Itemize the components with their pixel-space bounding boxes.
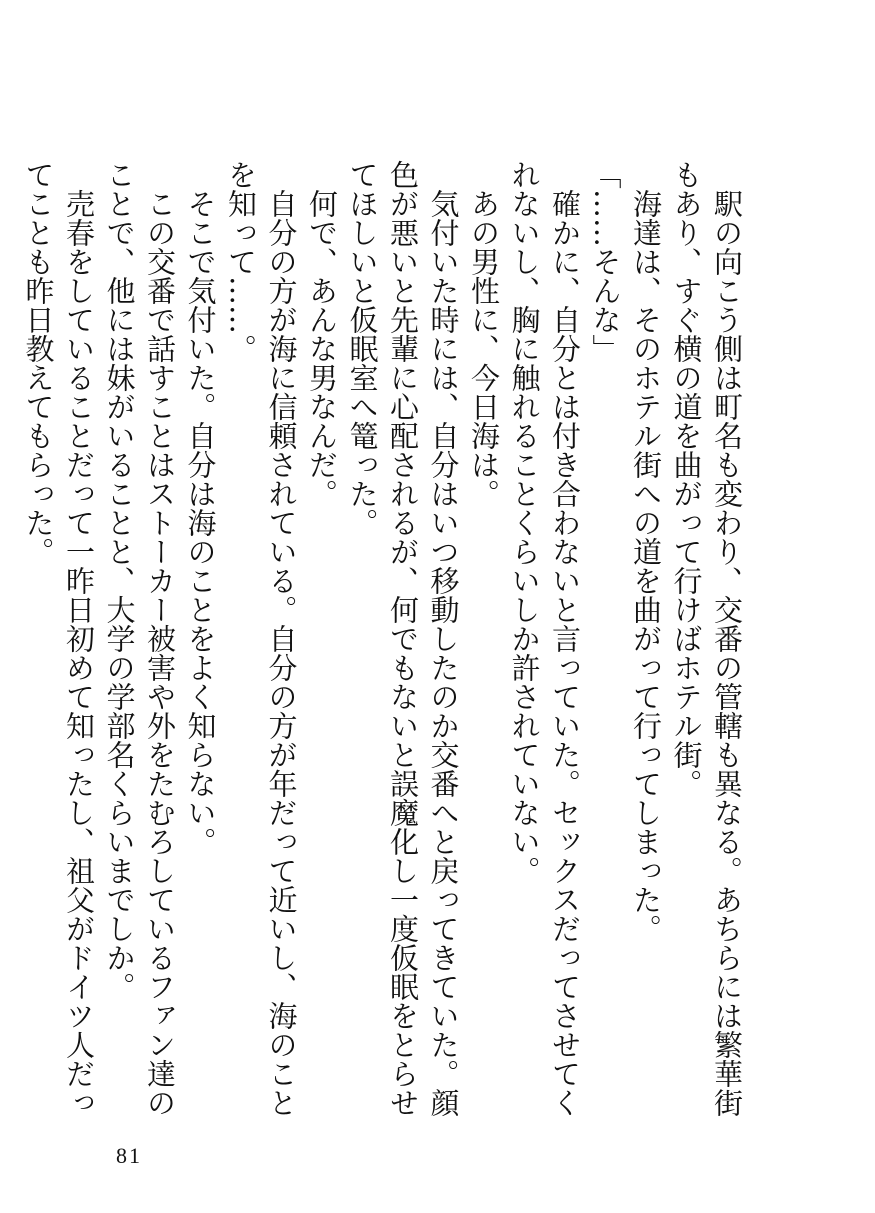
paragraph-9: そこで気付いた。自分は海のことをよく知らない。 [183,189,218,856]
paragraph-8: 自分の方が海に信頼されている。自分の方が年だって近いし、海のことを知って……。 [224,160,299,1117]
vertical-body-text [18,160,747,1120]
paragraph-7: 何で、あんな男なんだ。 [305,189,339,508]
paragraph-2: 海達は、そのホテル街への道を曲がって行ってしまった。 [629,189,663,943]
paragraph-1: 駅の向こう側は町名も変わり、交番の管轄も異なる。あちらには繁華街もあり、すぐ横の道を曲がって行けばホテル街。 [669,160,744,1117]
paragraph-10: この交番で話すことはストーカー被害や外をたむろしているファン達のことで、他には妹がいることと、大学の学部名くらいまでしか。 [102,160,177,1117]
dialogue-line: 「……そんな」 [588,160,623,363]
paragraph-6: 気付いた時には、自分はいつ移動したのか交番へと戻ってきていた。顔色が悪いと先輩に心配されるが、何でもないと誤魔化し一度仮眠をとらせてほしいと仮眠室へ篭った。 [345,160,461,1117]
paragraph-4: 確かに、自分とは付き合わないと言っていた。セックスだってさせてくれないし、胸に触れることくらいしか許されていない。 [507,160,582,1117]
page-number: 81 [116,1143,142,1168]
paragraph-11: 売春をしていることだって一昨日初めて知ったし、祖父がドイツ人だってことも昨日教えてもらった。 [21,160,96,1117]
paragraph-5: あの男性に、今日海は。 [467,189,501,508]
